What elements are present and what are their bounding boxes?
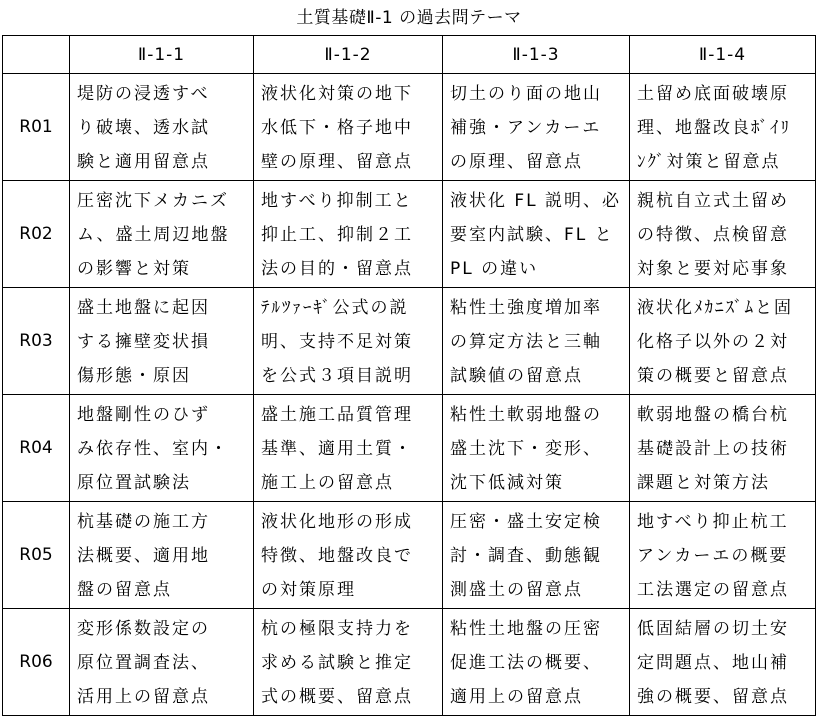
topic-line: 化格子以外の２対 [637,332,789,352]
topic-cell [443,181,630,288]
topic-line: 特徴、地盤改良で [261,546,413,566]
table-row [3,181,816,288]
year-cell: R05 [3,502,70,609]
year-cell: R02 [3,181,70,288]
topic-line: 盤の留意点 [77,580,172,600]
topic-line: 原位置試験法 [77,473,191,493]
topic-line: 地すべり抑制工と [261,191,413,211]
topic-line: する擁壁変状損 [77,332,210,352]
topic-line: 盛土地盤に起因 [77,298,210,318]
year-cell: R04 [3,395,70,502]
topic-line: 活用上の留意点 [77,687,210,707]
topic-line: 策の概要と留意点 [637,366,789,386]
topic-cell [254,502,443,609]
topic-line: 堤防の浸透すべ [77,84,210,104]
topic-line: 沈下低減対策 [450,473,564,493]
topic-cell [630,288,816,395]
topic-line: 式の概要、留意点 [261,687,413,707]
topic-line: 変形係数設定の [77,619,210,639]
topic-line: 低固結層の切土安 [637,619,789,639]
topic-cell [443,74,630,181]
topic-line: 試験値の留意点 [450,366,583,386]
topic-cell [254,609,443,716]
topic-line: を公式３項目説明 [261,366,413,386]
topic-line: 明、支持不足対策 [261,332,413,352]
topic-line: 測盛土の留意点 [450,580,583,600]
topic-cell [630,609,816,716]
topic-line: 粘性土軟弱地盤の [450,405,602,425]
topic-cell [70,502,254,609]
table-row [3,609,816,716]
topic-line: の算定方法と三軸 [450,332,602,352]
topic-line: み依存性、室内・ [77,439,229,459]
past-exam-table [2,35,816,716]
topic-line: ﾝｸﾞ対策と留意点 [637,152,781,172]
topic-line: 液状化 FL 説明、必 [450,191,622,211]
page-title: 土質基礎Ⅱ-1 の過去問テーマ [296,8,522,28]
topic-line: 粘性土地盤の圧密 [450,619,602,639]
topic-cell [70,74,254,181]
topic-line: 水低下・格子地中 [261,118,413,138]
topic-line: 補強・アンカーエ [450,118,602,138]
column-header: Ⅱ-1-1 [70,36,254,74]
corner-cell [3,36,70,74]
topic-cell [70,609,254,716]
topic-line: 基準、適用土質・ [261,439,413,459]
topic-line: 盛土沈下・変形、 [450,439,602,459]
topic-line: 液状化地形の形成 [261,512,413,532]
column-header: Ⅱ-1-2 [254,36,443,74]
topic-line: ム、盛土周辺地盤 [77,225,230,245]
topic-cell [70,288,254,395]
topic-line: 傷形態・原因 [77,366,191,386]
table-row [3,395,816,502]
topic-line: 切土のり面の地山 [450,84,602,104]
topic-line: 定問題点、地山補 [637,653,789,673]
year-cell: R03 [3,288,70,395]
topic-cell [254,74,443,181]
column-header: Ⅱ-1-4 [630,36,816,74]
topic-line: 杭基礎の施工方 [77,512,210,532]
topic-line: 適用上の留意点 [450,687,583,707]
topic-cell [70,181,254,288]
topic-line: 対象と要対応事象 [637,259,789,279]
topic-line: 壁の原理、留意点 [261,152,413,172]
topic-line: 原位置調査法、 [77,653,210,673]
topic-cell [630,74,816,181]
topic-line: 抑止工、抑制２工 [261,225,413,245]
topic-line: 土留め底面破壊原 [637,84,789,104]
year-cell: R06 [3,609,70,716]
topic-cell [630,181,816,288]
topic-cell [443,288,630,395]
topic-line: の原理、留意点 [450,152,583,172]
topic-line: の対策原理 [261,580,356,600]
topic-cell [254,395,443,502]
column-header: Ⅱ-1-3 [443,36,630,74]
topic-line: 液状化対策の地下 [261,84,413,104]
topic-line: アンカーエの概要 [637,546,789,566]
topic-line: 液状化ﾒｶﾆｽﾞﾑと固 [637,298,793,318]
topic-line: 親杭自立式土留め [637,191,789,211]
topic-cell [254,181,443,288]
topic-line: 要室内試験、FL と [450,225,614,245]
topic-line: 杭の極限支持力を [261,619,413,639]
topic-line: 法の目的・留意点 [261,259,413,279]
table-header-row [3,36,816,74]
topic-line: 基礎設計上の技術 [637,439,789,459]
topic-line: 施工上の留意点 [261,473,394,493]
topic-line: 工法選定の留意点 [637,580,789,600]
topic-cell [70,395,254,502]
topic-line: 求める試験と推定 [261,653,413,673]
topic-line: の影響と対策 [77,259,191,279]
topic-line: 地盤剛性のひず [77,405,210,425]
topic-cell [630,395,816,502]
topic-line: 軟弱地盤の橋台杭 [637,405,789,425]
table-body [3,74,816,716]
topic-cell [630,502,816,609]
topic-cell [443,609,630,716]
topic-line: 理、地盤改良ﾎﾞｲﾘ [637,118,791,138]
topic-line: 課題と対策方法 [637,473,770,493]
table-row [3,288,816,395]
topic-line: ﾃﾙﾂｧｰｷﾞ公式の説 [261,298,409,318]
topic-cell [254,288,443,395]
topic-line: 圧密・盛土安定検 [450,512,602,532]
topic-cell [443,502,630,609]
topic-line: 強の概要、留意点 [637,687,789,707]
topic-line: 盛土施工品質管理 [261,405,413,425]
topic-line: 促進工法の概要、 [450,653,602,673]
topic-cell [443,395,630,502]
topic-line: の特徴、点検留意 [637,225,789,245]
topic-line: 討・調査、動態観 [450,546,602,566]
topic-line: 験と適用留意点 [77,152,210,172]
year-cell: R01 [3,74,70,181]
topic-line: 粘性土強度増加率 [450,298,602,318]
table-row [3,502,816,609]
topic-line: り破壊、透水試 [77,118,210,138]
topic-line: PL の違い [450,259,539,279]
table-row [3,74,816,181]
topic-line: 地すべり抑止杭工 [637,512,789,532]
topic-line: 圧密沈下メカニズ [77,191,229,211]
topic-line: 法概要、適用地 [77,546,210,566]
